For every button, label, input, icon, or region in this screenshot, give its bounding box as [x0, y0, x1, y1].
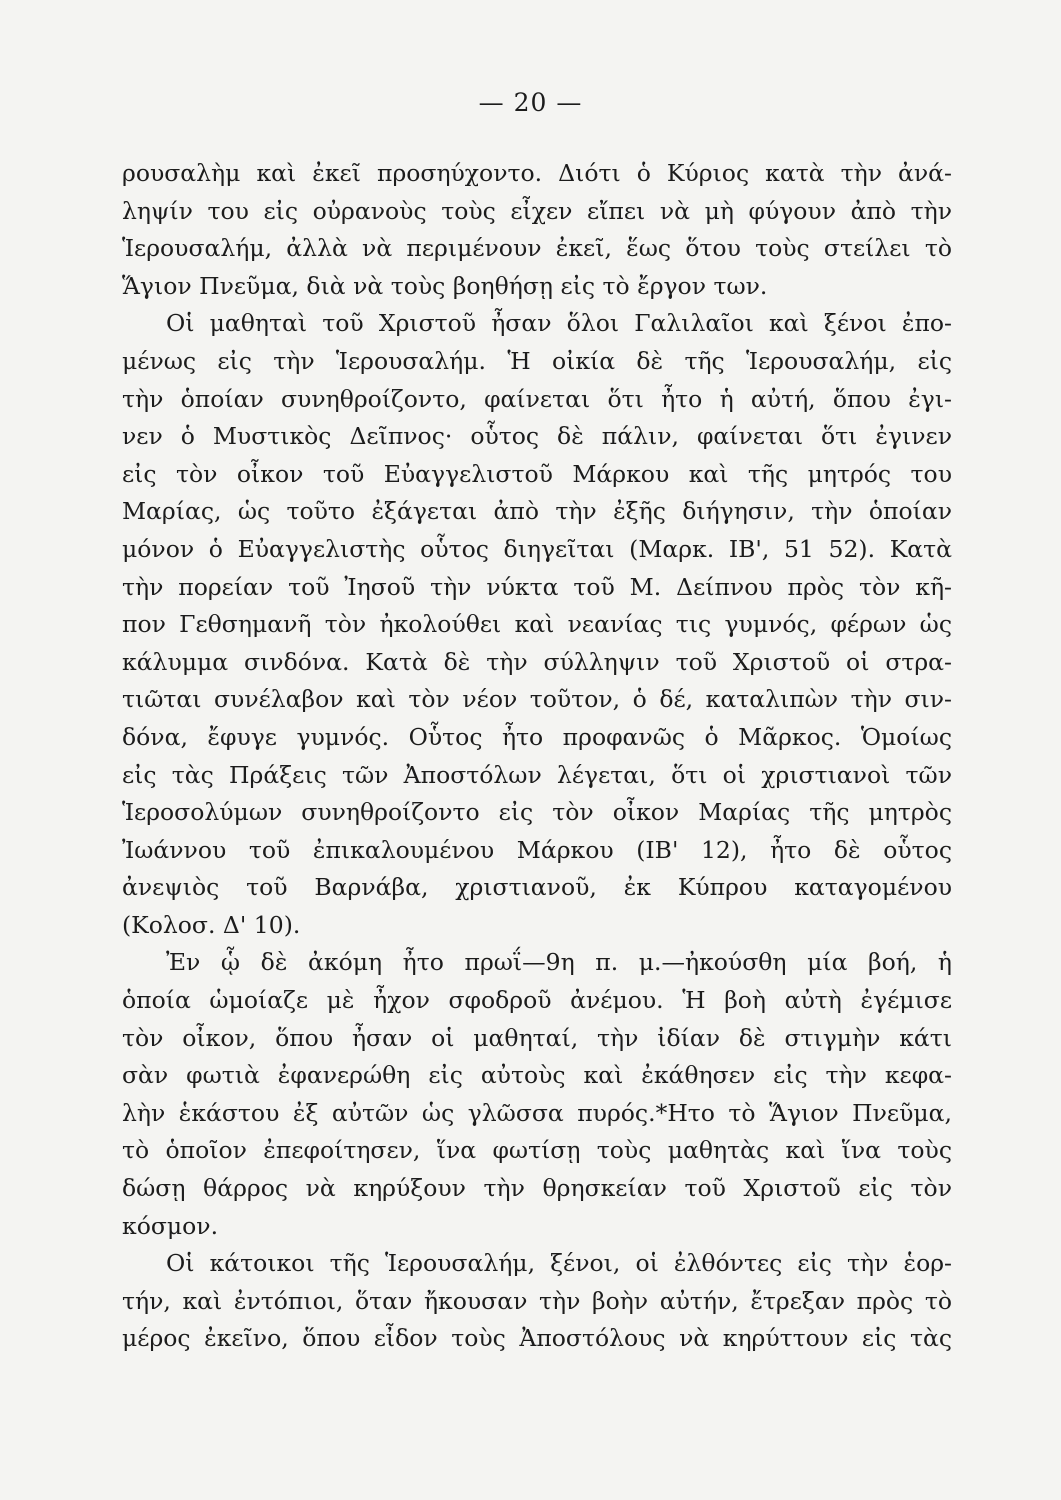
- text-line: δόνα, ἔφυγε γυμνός. Οὗτος ἦτο προφανῶς ὁ Μᾶρκος. Ὁμοίως: [122, 722, 952, 751]
- text-line: τὸν οἶκον, ὅπου ἦσαν οἱ μαθηταί, τὴν ἰδίαν δὲ στιγμὴν κάτι: [122, 1023, 952, 1052]
- text-line: νεν ὁ Μυστικὸς Δεῖπνος· οὗτος δὲ πάλιν, φαίνεται ὅτι ἐγινεν: [122, 422, 952, 451]
- body-text: [122, 155, 952, 1358]
- text-line: μένως εἰς τὴν Ἱερουσαλήμ. Ἡ οἰκία δὲ τῆς Ἱερουσαλήμ, εἰς: [122, 346, 952, 375]
- text-line: τὴν ὁποίαν συνηθροίζοντο, φαίνεται ὅτι ἦτο ἡ αὐτή, ὅπου ἐγι-: [122, 384, 952, 413]
- text-line: σὰν φωτιὰ ἐφανερώθη εἰς αὐτοὺς καὶ ἐκάθησεν εἰς τὴν κεφα-: [122, 1061, 952, 1090]
- text-line: Ἐν ᾧ δὲ ἀκόμη ἦτο πρωΐ—9η π. μ.—ἠκούσθη μία βοή, ἡ: [166, 948, 952, 977]
- text-line: λὴν ἑκάστου ἐξ αὐτῶν ὡς γλῶσσα πυρός.*Ητο τὸ Ἅγιον Πνεῦμα,: [122, 1098, 952, 1127]
- text-line: ρουσαλὴμ καὶ ἐκεῖ προσηύχοντο. Διότι ὁ Κύριος κατὰ τὴν ἀνά-: [122, 159, 952, 187]
- text-line: κόσμον.: [122, 1211, 219, 1240]
- text-line: μέρος ἐκεῖνο, ὅπου εἶδον τοὺς Ἀποστόλους νὰ κηρύττουν εἰς τὰς: [122, 1324, 952, 1353]
- text-line: Ἱερουσαλήμ, ἀλλὰ νὰ περιμένουν ἐκεῖ, ἕως ὅτου τοὺς στείλει τὸ: [122, 234, 952, 263]
- text-line: πον Γεθσημανῆ τὸν ἠκολούθει καὶ νεανίας τις γυμνός, φέρων ὡς: [122, 610, 952, 639]
- text-line: δώσῃ θάρρος νὰ κηρύξουν τὴν θρησκείαν τοῦ Χριστοῦ εἰς τὸν: [122, 1174, 952, 1203]
- text-line: (Κολοσ. Δ' 10).: [122, 910, 301, 939]
- text-line: τήν, καὶ ἐντόπιοι, ὅταν ἤκουσαν τὴν βοὴν αὐτήν, ἔτρεξαν πρὸς τὸ: [122, 1286, 952, 1315]
- text-line: μόνον ὁ Εὐαγγελιστὴς οὗτος διηγεῖται (Μαρκ. ΙΒ', 51 52). Κατὰ: [122, 534, 952, 563]
- page-number: — 20 —: [478, 88, 583, 117]
- text-line: Ἅγιον Πνεῦμα, διὰ νὰ τοὺς βοηθήσῃ εἰς τὸ ἔργον των.: [122, 271, 768, 300]
- text-line: Μαρίας, ὡς τοῦτο ἐξάγεται ἀπὸ τὴν ἐξῆς διήγησιν, τὴν ὁποίαν: [122, 497, 952, 526]
- text-line: τὴν πορείαν τοῦ Ἰησοῦ τὴν νύκτα τοῦ Μ. Δείπνου πρὸς τὸν κῆ-: [122, 572, 952, 601]
- text-line: κάλυμμα σινδόνα. Κατὰ δὲ τὴν σύλληψιν τοῦ Χριστοῦ οἱ στρα-: [122, 647, 952, 676]
- text-line: τιῶται συνέλαβον καὶ τὸν νέον τοῦτον, ὁ δέ, καταλιπὼν τὴν σιν-: [122, 685, 952, 714]
- text-line: Οἱ κάτοικοι τῆς Ἱερουσαλήμ, ξένοι, οἱ ἐλθόντες εἰς τὴν ἑορ-: [166, 1249, 952, 1278]
- text-line: Ἱεροσολύμων συνηθροίζοντο εἰς τὸν οἶκον Μαρίας τῆς μητρὸς: [122, 798, 952, 827]
- text-line: εἰς τὸν οἶκον τοῦ Εὐαγγελιστοῦ Μάρκου καὶ τῆς μητρός του: [122, 459, 952, 488]
- text-line: τὸ ὁποῖον ἐπεφοίτησεν, ἵνα φωτίσῃ τοὺς μαθητὰς καὶ ἵνα τοὺς: [122, 1136, 952, 1165]
- text-line: ἀνεψιὸς τοῦ Βαρνάβα, χριστιανοῦ, ἐκ Κύπρου καταγομένου: [122, 873, 952, 902]
- text-line: Ἰωάννου τοῦ ἐπικαλουμένου Μάρκου (ΙΒ' 12), ἦτο δὲ οὗτος: [122, 835, 952, 864]
- text-line: ληψίν του εἰς οὐρανοὺς τοὺς εἶχεν εἴπει νὰ μὴ φύγουν ἀπὸ τὴν: [122, 196, 952, 225]
- text-line: ὁποία ὡμοίαζε μὲ ἦχον σφοδροῦ ἀνέμου. Ἡ βοὴ αὐτὴ ἐγέμισε: [122, 986, 952, 1015]
- text-line: εἰς τὰς Πράξεις τῶν Ἀποστόλων λέγεται, ὅτι οἱ χριστιανοὶ τῶν: [122, 760, 952, 789]
- text-line: Οἱ μαθηταὶ τοῦ Χριστοῦ ἦσαν ὅλοι Γαλιλαῖοι καὶ ξένοι ἐπο-: [166, 309, 952, 338]
